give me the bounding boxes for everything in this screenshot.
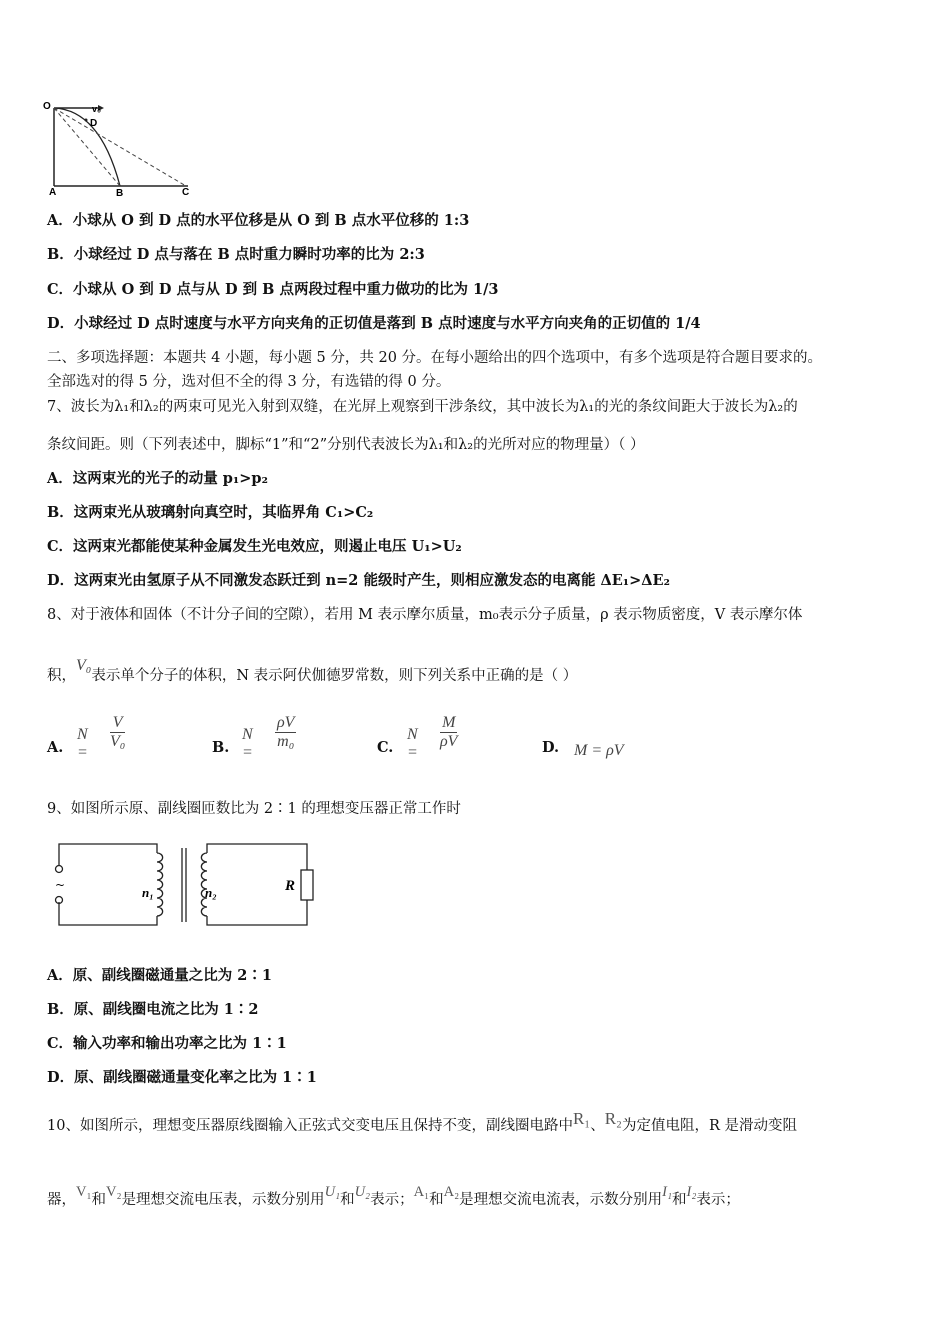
projectile-figure [40,96,200,196]
label-n1: n₁ [142,885,154,900]
q7-stem-line1: 7、波长为λ₁和λ₂的两束可见光入射到双缝，在光屏上观察到干涉条纹，其中波长为λ₁的光的条纹间距大于波长为λ₂的 [47,399,798,415]
label-D: D [90,118,98,129]
q9-option-c: C．输入功率和输出功率之比为 1∶1 [47,1035,287,1052]
label-C: C [182,187,190,196]
q9-option-a: A．原、副线圈磁通量之比为 2∶1 [47,967,272,984]
symbol-I1: I₁ [662,1184,673,1200]
q8-v0-symbol: V₀ [76,657,92,674]
q6-option-c: C．小球从 O 到 D 点与从 D 到 B 点两段过程中重力做功的比为 1/3 [47,281,499,298]
q9-stem: 9、如图所示原、副线圈匝数比为 2∶1 的理想变压器正常工作时 [47,801,461,817]
q7-stem-line2: 条纹间距。则（下列表述中，脚标“1”和“2”分别代表波长为λ₁和λ₂的光所对应的物理量）（ ） [47,437,645,453]
q9-option-b: B．原、副线圈电流之比为 1∶2 [47,1001,259,1018]
q6-option-a: A．小球从 O 到 D 点的水平位移是从 O 到 B 点水平位移的 1:3 [47,212,470,229]
label-R: R [285,878,296,894]
q7-option-d: D．这两束光由氢原子从不同激发态跃迁到 n=2 能级时产生，则相应激发态的电离能 ΔE₁>ΔE₂ [47,572,670,589]
symbol-R2: R₂ [604,1109,622,1128]
label-O: O [43,101,51,112]
symbol-R1: R₁ [572,1109,591,1128]
symbol-U1: U₁ [324,1184,341,1200]
q8-line2-post: 表示单个分子的体积，N 表示阿伏伽德罗常数，则下列关系中正确的是（ ） [91,668,578,684]
section2-line1: 二、多项选择题：本题共 4 小题，每小题 5 分，共 20 分。在每小题给出的四个选项中，有多个选项是符合题目要求的。 [47,350,823,366]
q10-stem-line1: 10、如图所示，理想变压器原线圈输入正弦式交变电压且保持不变，副线圈电路中R₁、R₂为定值电阻，R 是滑动变阻 [47,1109,798,1134]
q8-stem-line1: 8、对于液体和固体（不计分子间的空隙），若用 M 表示摩尔质量，m₀表示分子质量，ρ 表示物质密度，V 表示摩尔体 [47,607,803,623]
symbol-A1: A₁ [413,1184,430,1200]
ac-source-symbol: ~ [55,878,66,892]
transformer-figure [45,838,325,933]
label-A: A [49,187,57,196]
label-n2: n₂ [205,885,217,900]
q8-line2-pre: 积， [47,668,76,684]
q8-stem-line2 [47,657,578,686]
symbol-I2: I₂ [686,1184,697,1200]
symbol-V2: V₂ [106,1184,122,1200]
symbol-U2: U₂ [354,1184,371,1200]
q9-option-d: D．原、副线圈磁通量变化率之比为 1∶1 [47,1069,317,1086]
q6-option-b: B．小球经过 D 点与落在 B 点时重力瞬时功率的比为 2:3 [47,246,425,263]
section2-line2: 全部选对的得 5 分，选对但不全的得 3 分，有选错的得 0 分。 [47,374,451,390]
label-B: B [116,188,124,196]
q6-option-d: D．小球经过 D 点时速度与水平方向夹角的正切值是落到 B 点时速度与水平方向夹角的正切值的 1/4 [47,315,701,332]
q7-option-c: C．这两束光都能使某种金属发生光电效应，则遏止电压 U₁>U₂ [47,538,462,555]
symbol-A2: A₂ [443,1184,460,1200]
q7-option-b: B．这两束光从玻璃射向真空时，其临界角 C₁>C₂ [47,504,374,521]
q10-stem-line2: 器，V₁和V₂是理想交流电压表，示数分别用U₁和U₂表示；A₁和A₂是理想交流电流表，示数分别用I₁和I₂表示； [47,1184,740,1208]
q7-option-a: A．这两束光的光子的动量 p₁>p₂ [47,470,268,487]
label-v0: v₀ [92,104,102,114]
q8-options: A. N = $\frac{V}{\text{V₀}}$ B. N = $\frac{\rho V}{\text{m₀}}$ C. N = $\frac{M}{\rho V}$ D. M = ρV [47,714,624,761]
symbol-V1: V₁ [76,1184,92,1200]
